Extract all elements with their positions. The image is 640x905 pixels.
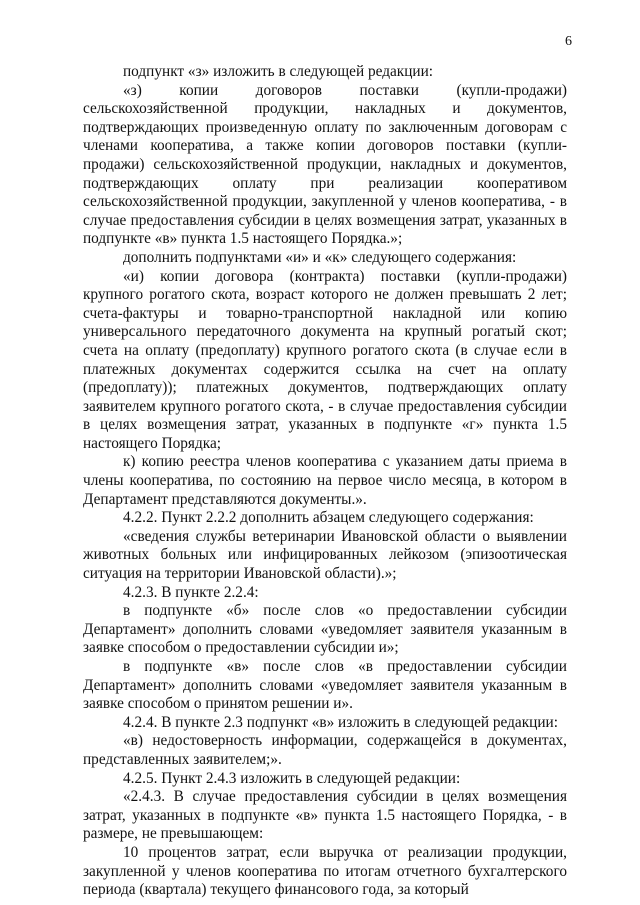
paragraph-2-4-3: «2.4.3. В случае предоставления субсидии в целях возмещения затрат, указанных в подпункте «в» пункта 1.5 настоящего Порядка, - в размере, не превышающем:	[83, 788, 567, 843]
paragraph-ten-percent: 10 процентов затрат, если выручка от реализации продукции, закупленной у членов кооператива по итогам отчетного бухгалтерского периода (квартала) текущего финансового года, за который	[83, 843, 567, 899]
paragraph-4-2-3: 4.2.3. В пункте 2.2.4:	[123, 583, 259, 601]
paragraph-4-2-2: 4.2.2. Пункт 2.2.2 дополнить абзацем следующего содержания:	[123, 509, 534, 527]
paragraph-subitem-k: к) копию реестра членов кооператива с указанием даты приема в члены кооператива, по состоянию на первое число месяца, в котором в Департамент представляются документы.».	[83, 453, 567, 508]
paragraph-4-2-4: 4.2.4. В пункте 2.3 подпункт «в» изложить в следующей редакции:	[123, 713, 558, 731]
paragraph-subitem-z: «з) копии договоров поставки (купли-продажи) сельскохозяйственной продукции, накладных и документов, подтверждающих произведенную оплату по заключенным договорам с членами кооператива, а также копии договоров поставки (купли-продажи) сельскохозяйственной продукции, накладных и документов, подтверждающих оплату при реализации кооперативом сельскохозяйственной продукции, закупленной у членов кооператива, - в случае предоставления субсидии в целях возмещения затрат, указанных в подпункте «в» пункта 1.5 настоящего Порядка.»;	[83, 81, 567, 248]
document-body	[83, 63, 567, 900]
paragraph-subitem-v: в подпункте «в» после слов «в предоставлении субсидии Департамент» дополнить словами «уведомляет заявителя указанным в заявке способом о принятом решении и».	[83, 658, 567, 713]
paragraph-subitem-b: в подпункте «б» после слов «о предоставлении субсидии Департамент» дополнить словами «уведомляет заявителя указанным в заявке способом о предоставлении субсидии и»;	[83, 602, 567, 657]
page-number: 6	[565, 34, 572, 49]
paragraph-4-2-5: 4.2.5. Пункт 2.4.3 изложить в следующей редакции:	[123, 769, 461, 787]
paragraph-amend-z-intro: подпункт «з» изложить в следующей редакции:	[123, 63, 434, 80]
paragraph-subitem-i: «и) копии договора (контракта) поставки (купли-продажи) крупного рогатого скота, возраст которого не должен превышать 2 лет; счета-фактуры и товарно-транспортной накладной или копию универсального передаточного документа на крупный рогатый скот; счета на оплату (предоплату) крупного рогатого скота (в случае если в платежных документах содержится ссылка на счет на оплату (предоплату)); платежных документов, подтверждающих оплату заявителем крупного рогатого скота, - в случае предоставления субсидии в целях возмещения затрат, указанных в подпункте «г» пункта 1.5 настоящего Порядка;	[83, 267, 567, 452]
paragraph-subitem-v-new: «в) недостоверность информации, содержащейся в документах, представленных заявителем;».	[83, 732, 567, 768]
paragraph-veterinary-info: «сведения службы ветеринарии Ивановской области о выявлении животных больных или инфицированных лейкозом (эпизоотическая ситуация на территории Ивановской области).»;	[83, 527, 567, 583]
paragraph-amend-i-k-intro: дополнить подпунктами «и» и «к» следующего содержания:	[123, 248, 517, 266]
